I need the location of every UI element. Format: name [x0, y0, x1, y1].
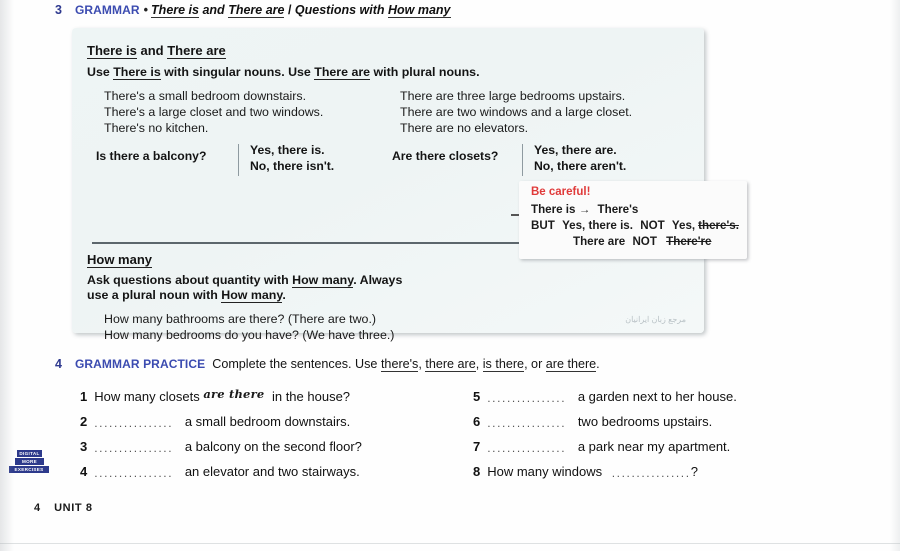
be-careful-callout	[519, 181, 747, 259]
chart-title-there-is: There is	[87, 43, 137, 58]
s4-option-theres: there's	[380, 357, 419, 371]
howmany-example-2: How many bedrooms do you have? (We have three.)	[104, 328, 395, 342]
example-left-2: There's a large closet and two windows.	[104, 105, 324, 119]
exercise-item-5[interactable]	[473, 389, 737, 404]
exercise-item-1[interactable]	[80, 389, 350, 404]
callout-pointer-tick	[511, 214, 519, 216]
exercise-item-2-suffix: a small bedroom downstairs.	[184, 414, 351, 429]
howmany-example-1: How many bathrooms are there? (There are two.)	[104, 312, 377, 326]
section-3-topic-questions: Questions with	[294, 3, 385, 17]
qa-right-answer-no: No, there aren't.	[534, 159, 627, 173]
exercise-item-3-blank[interactable]: ................	[94, 441, 174, 455]
page-footer	[34, 502, 93, 514]
exercise-item-4-number: 4	[80, 464, 88, 479]
s4-comma-1: ,	[418, 357, 422, 371]
exercise-item-6-blank[interactable]: ................	[487, 416, 567, 430]
exercise-item-7[interactable]	[473, 439, 730, 454]
bc-line2-not: NOT	[640, 219, 665, 232]
qa-left-question: Is there a balcony?	[96, 149, 207, 163]
exercise-item-1-suffix: in the house?	[271, 389, 351, 404]
howmany-rule-b: . Always	[353, 273, 403, 287]
chart-title-there-is-there-are	[87, 43, 226, 58]
chart-rule-there-is: There is	[113, 65, 161, 79]
section-3-slash: /	[287, 3, 292, 17]
scan-artifact-line	[0, 543, 900, 544]
section-3-topic-there-are: There are	[228, 3, 285, 17]
bc-line2-correct: Yes, there is.	[562, 219, 633, 232]
exercise-item-2-number: 2	[80, 414, 88, 429]
be-careful-line-3	[573, 235, 711, 248]
exercise-item-4-blank[interactable]: ................	[94, 466, 174, 480]
section-4-instruction	[212, 357, 599, 371]
s4-comma-2: ,	[475, 357, 480, 371]
exercise-item-8[interactable]	[473, 464, 698, 479]
qa-left-divider	[238, 144, 239, 176]
exercise-item-4[interactable]	[80, 464, 360, 479]
howmany-rule-a: Ask questions about quantity with	[87, 273, 289, 287]
section-divider-rule	[92, 242, 544, 244]
s4-option-is-there: is there	[482, 357, 525, 371]
s4-instruction-text: Complete the sentences. Use	[212, 357, 378, 371]
exercise-item-1-answer[interactable]: are there	[203, 387, 265, 401]
exercise-item-7-blank[interactable]: ................	[487, 441, 567, 455]
exercise-item-2[interactable]	[80, 414, 350, 429]
bc-line3-there-are: There are	[573, 235, 626, 248]
be-careful-line-2	[531, 219, 739, 232]
chart-rule-there-are: There are	[314, 65, 371, 79]
bc-line2-but: BUT	[531, 219, 555, 232]
section-4-number: 4	[55, 357, 62, 371]
s4-option-there-are: there are	[425, 357, 476, 371]
exercise-item-6-suffix: two bedrooms upstairs.	[577, 414, 713, 429]
chart-rule-how-many-line1	[87, 273, 402, 287]
be-careful-line-1	[531, 203, 638, 216]
s4-comma-3: , or	[524, 357, 543, 371]
example-left-1: There's a small bedroom downstairs.	[104, 89, 307, 103]
bc-line3-struck-therere: There're	[666, 235, 712, 248]
exercise-item-7-number: 7	[473, 439, 481, 454]
digital-more-exercises-badge[interactable]	[9, 450, 49, 474]
exercise-item-5-suffix: a garden next to her house.	[577, 389, 737, 404]
badge-line-digital: DIGITAL	[17, 450, 42, 457]
exercise-item-1-number: 1	[80, 389, 88, 404]
exercise-item-5-blank[interactable]: ................	[487, 391, 567, 405]
bc-line1-theres: There's	[597, 203, 639, 216]
exercise-item-8-suffix: ?	[690, 464, 698, 479]
exercise-item-3-number: 3	[80, 439, 88, 454]
exercise-item-8-prefix: How many windows	[487, 464, 603, 479]
footer-page-number: 4	[34, 502, 41, 514]
bc-line3-not: NOT	[632, 235, 657, 248]
bc-line2-wrong-prefix: Yes,	[671, 219, 696, 232]
section-3-topic-and: and	[202, 3, 225, 17]
section-3-number: 3	[55, 3, 62, 17]
exercise-item-1-prefix: How many closets	[94, 389, 200, 404]
exercise-item-3-suffix: a balcony on the second floor?	[184, 439, 362, 454]
section-3-topic-there-is: There is	[151, 3, 199, 17]
howmany-rule-hm-1: How many	[292, 273, 354, 287]
howmany-rule-hm-2: How many	[221, 288, 283, 302]
chart-title-how-many-text: How many	[87, 252, 153, 267]
exercise-item-8-blank[interactable]: ................	[611, 466, 691, 480]
section-3-bullet: •	[143, 3, 149, 17]
section-3-heading	[55, 3, 451, 17]
chart-rule-how-many-line2	[87, 288, 286, 302]
howmany-rule-c: use a plural noun with	[87, 288, 218, 302]
badge-line-more: MORE	[15, 458, 44, 465]
bc-line1-there-is: There is	[531, 203, 576, 216]
bc-line2-struck-theres: there's.	[698, 219, 739, 232]
section-4-heading	[55, 357, 600, 371]
s4-period: .	[596, 357, 600, 371]
qa-left-answer-no: No, there isn't.	[250, 159, 335, 173]
chart-rule-middle: with singular nouns. Use	[164, 65, 311, 79]
exercise-item-6[interactable]	[473, 414, 712, 429]
qa-right-question: Are there closets?	[392, 149, 499, 163]
howmany-rule-d: .	[282, 288, 286, 302]
page-watermark: مرجع زبان ایرانیان	[625, 315, 686, 324]
section-4-label: GRAMMAR PRACTICE	[74, 357, 206, 371]
chart-title-how-many	[87, 252, 152, 267]
chart-rule-use-1: Use	[87, 65, 110, 79]
exercise-item-2-blank[interactable]: ................	[94, 416, 174, 430]
exercise-item-6-number: 6	[473, 414, 481, 429]
example-right-1: There are three large bedrooms upstairs.	[400, 89, 626, 103]
qa-right-divider	[522, 144, 523, 176]
exercise-item-8-number: 8	[473, 464, 481, 479]
arrow-icon: →	[578, 203, 591, 216]
example-right-2: There are two windows and a large closet.	[400, 105, 633, 119]
section-3-topic-how-many: How many	[388, 3, 451, 17]
exercise-item-3[interactable]	[80, 439, 362, 454]
be-careful-title: Be careful!	[531, 186, 591, 198]
qa-left-answer-yes: Yes, there is.	[250, 143, 325, 157]
exercise-item-7-suffix: a park near my apartment.	[577, 439, 731, 454]
exercise-item-5-number: 5	[473, 389, 481, 404]
s4-option-are-there: are there	[545, 357, 597, 371]
chart-title-there-are: There are	[167, 43, 226, 58]
footer-unit-label: UNIT 8	[54, 502, 93, 514]
badge-line-exercises: EXERCISES	[9, 466, 49, 473]
chart-rule-end: with plural nouns.	[373, 65, 480, 79]
exercise-item-4-suffix: an elevator and two stairways.	[184, 464, 360, 479]
example-left-3: There's no kitchen.	[104, 121, 209, 135]
qa-right-answer-yes: Yes, there are.	[534, 143, 617, 157]
chart-rule-singular-plural	[87, 65, 480, 79]
example-right-3: There are no elevators.	[400, 121, 529, 135]
chart-title-and: and	[140, 43, 164, 58]
section-3-label: GRAMMAR	[74, 3, 140, 17]
